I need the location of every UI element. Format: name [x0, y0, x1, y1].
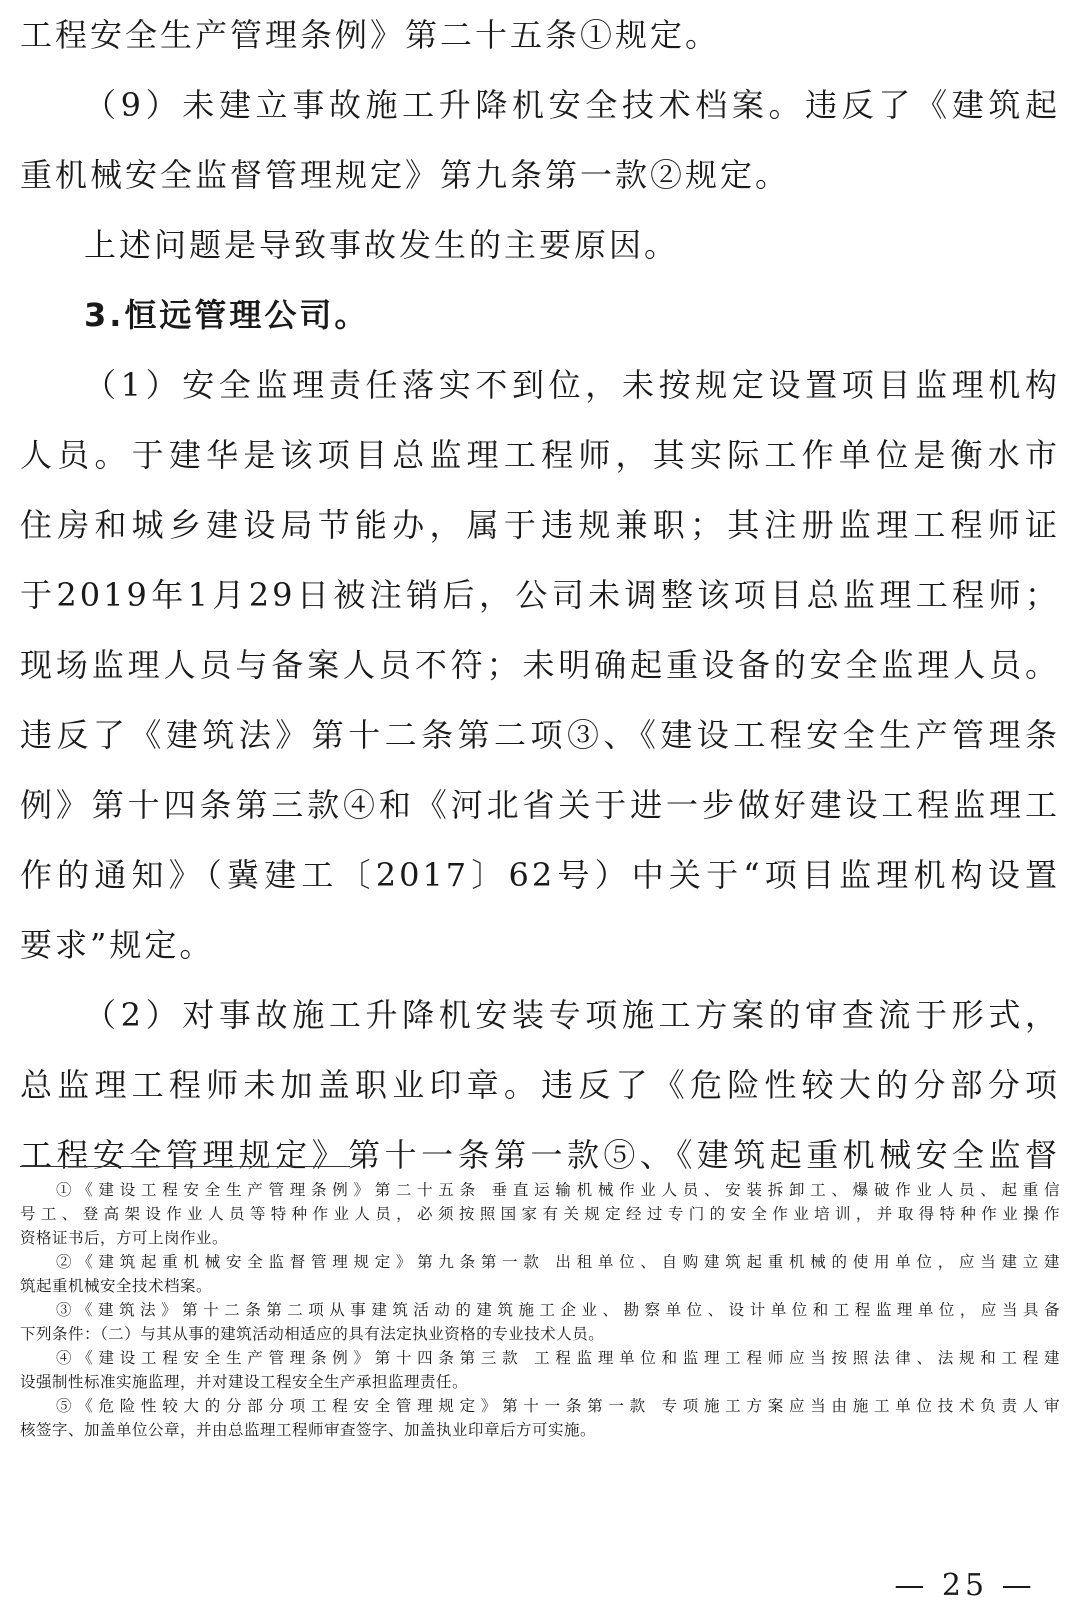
- footnote-line: 资格证书后，方可上岗作业。: [20, 1229, 229, 1247]
- body-line: 人员。于建华是该项目总监理工程师，其实际工作单位是衡水市: [20, 436, 1060, 474]
- footnote-line: 筑起重机械安全技术档案。: [20, 1277, 213, 1295]
- footnote-line: 设强制性标准实施监理，并对建设工程安全生产承担监理责任。: [20, 1373, 469, 1391]
- body-line: 要求”规定。: [20, 926, 215, 964]
- body-line: （9）未建立事故施工升降机安全技术档案。违反了《建筑起: [84, 86, 1060, 124]
- footnote-line: ⑤《危险性较大的分部分项工程安全管理规定》第十一条第一款 专项施工方案应当由施工单位技术负责人审: [56, 1397, 1060, 1415]
- body-line: 住房和城乡建设局节能办，属于违规兼职；其注册监理工程师证: [20, 506, 1060, 544]
- footnote-line: ①《建设工程安全生产管理条例》第二十五条 垂直运输机械作业人员、安装拆卸工、爆破作业人员、起重信: [56, 1181, 1060, 1199]
- body-line: 违反了《建筑法》第十二条第二项③、《建设工程安全生产管理条: [20, 716, 1060, 754]
- footnote-line: ④《建设工程安全生产管理条例》第十四条第三款 工程监理单位和监理工程师应当按照法律、法规和工程建: [56, 1349, 1060, 1367]
- footnote-line: 号工、登高架设作业人员等特种作业人员，必须按照国家有关规定经过专门的安全作业培训，并取得特种作业操作: [20, 1205, 1060, 1223]
- footnotes: [20, 1178, 1060, 1442]
- body-line: 例》第十四条第三款④和《河北省关于进一步做好建设工程监理工: [20, 786, 1060, 824]
- body-line: 重机械安全监督管理规定》第九条第一款②规定。: [20, 156, 791, 194]
- page-number: — 25 —: [894, 1568, 1036, 1603]
- body-line: 现场监理人员与备案人员不符；未明确起重设备的安全监理人员。: [20, 646, 1060, 684]
- section-heading: 3.恒远管理公司。: [84, 296, 370, 334]
- body-line: 上述问题是导致事故发生的主要原因。: [84, 226, 680, 264]
- body-line: 于2019年1月29日被注销后，公司未调整该项目总监理工程师；: [20, 576, 1060, 614]
- body-line: （1）安全监理责任落实不到位，未按规定设置项目监理机构: [84, 366, 1060, 404]
- footnote-line: 核签字、加盖单位公章，并由总监理工程师审查签字、加盖执业印章后方可实施。: [20, 1421, 597, 1439]
- body-line: 总监理工程师未加盖职业印章。违反了《危险性较大的分部分项: [20, 1066, 1060, 1104]
- footnote-line: ③《建筑法》第十二条第二项从事建筑活动的建筑施工企业、勘察单位、设计单位和工程监理单位，应当具备: [56, 1301, 1060, 1319]
- body-line: 工程安全生产管理条例》第二十五条①规定。: [20, 16, 721, 54]
- body-text: [20, 0, 1060, 1190]
- body-line: （2）对事故施工升降机安装专项施工方案的审查流于形式，: [84, 996, 1060, 1034]
- footnote-separator: [20, 1166, 350, 1167]
- body-line: 工程安全管理规定》第十一条第一款⑤、《建筑起重机械安全监督: [20, 1136, 1060, 1174]
- footnote-line: ②《建筑起重机械安全监督管理规定》第九条第一款 出租单位、自购建筑起重机械的使用单位，应当建立建: [56, 1253, 1060, 1271]
- body-line: 作的通知》（冀建工〔2017〕62号）中关于“项目监理机构设置: [20, 856, 1060, 894]
- footnote-line: 下列条件：（二）与其从事的建筑活动相适应的具有法定执业资格的专业技术人员。: [20, 1325, 605, 1343]
